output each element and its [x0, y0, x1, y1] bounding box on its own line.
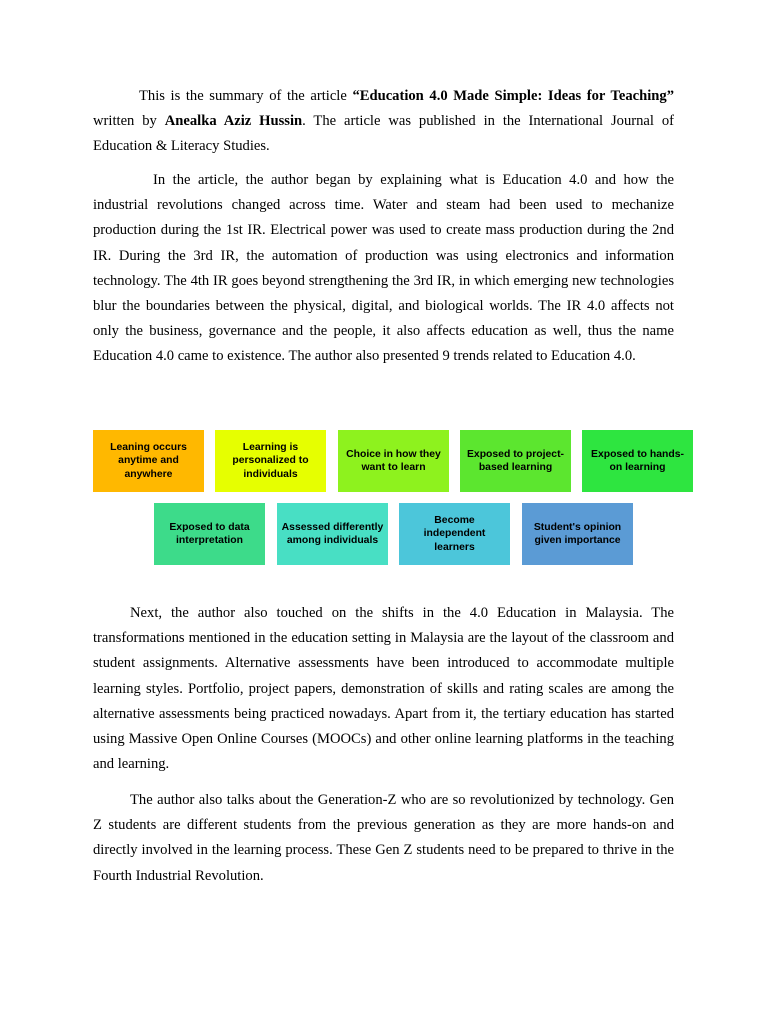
trend-label: Learning is personalized to individuals	[232, 441, 309, 480]
trend-label: Exposed to data interpretation	[169, 521, 250, 546]
trend-box	[460, 430, 571, 492]
author-name: Anealka Aziz Hussin	[164, 113, 303, 130]
trend-box	[582, 430, 693, 492]
trend-box	[154, 503, 265, 565]
trend-box	[277, 503, 388, 565]
trend-label: Exposed to hands-on learning	[591, 448, 684, 473]
trend-box	[215, 430, 326, 492]
education-4-paragraph: In the article, the author began by explaining what is Education 4.0 and how the industrial revolutions changed across time. Water and steam had been used to mechanize production during the 1st IR. Electrical power was used to create mass production during the 2nd IR. During the 3rd IR, the automation of production was using electronics and information technology. The 4th IR goes beyond strengthening the 3rd IR, in which emerging new technologies blur the boundaries between the physical, digital, and biological worlds. The IR 4.0 affects not only the business, governance and the people, it also affects education as well, thus the name Education 4.0 came to existence. The author also presented 9 trends related to Education 4.0.	[93, 172, 674, 365]
trend-box	[399, 503, 510, 565]
intro-paragraph	[93, 84, 674, 160]
malaysia-shifts-paragraph: Next, the author also touched on the shifts in the 4.0 Education in Malaysia. The transformations mentioned in the education setting in Malaysia are the layout of the classroom and student assignments. Alternative assessments have been introduced to accommodate multiple learning styles. Portfolio, project papers, demonstration of skills and rating scales are among the alternative assessments being practiced nowadays. Apart from it, the tertiary education has started using Massive Open Online Courses (MOOCs) and other online learning platforms in the teaching and learning.	[93, 605, 674, 773]
trend-label: Exposed to project-based learning	[467, 448, 564, 473]
trend-box	[522, 503, 633, 565]
intro-text: This is the summary of the article	[139, 88, 353, 104]
written-by-text: written by	[93, 113, 165, 130]
trend-box	[338, 430, 449, 492]
trend-label: Student's opinion given importance	[533, 521, 622, 546]
trend-label: Leaning occurs anytime and anywhere	[110, 441, 187, 480]
generation-z-paragraph: The author also talks about the Generation-Z who are so revolutionized by technology. Gen Z students are different students from the previous generation as they are more hands-on and directly involved in the learning process. These Gen Z students need to be prepared to thrive in the Fourth Industrial Revolution.	[93, 792, 674, 884]
trend-box	[93, 430, 204, 492]
trend-label: Choice in how they want to learn	[346, 448, 441, 473]
trend-label: Become independent learners	[423, 514, 486, 553]
publication-text: . The article was published in the International Journal of Education & Literacy Studies.	[93, 113, 674, 155]
trend-label: Assessed differently among individuals	[281, 521, 384, 546]
article-title: “Education 4.0 Made Simple: Ideas for Teaching”	[352, 88, 674, 104]
